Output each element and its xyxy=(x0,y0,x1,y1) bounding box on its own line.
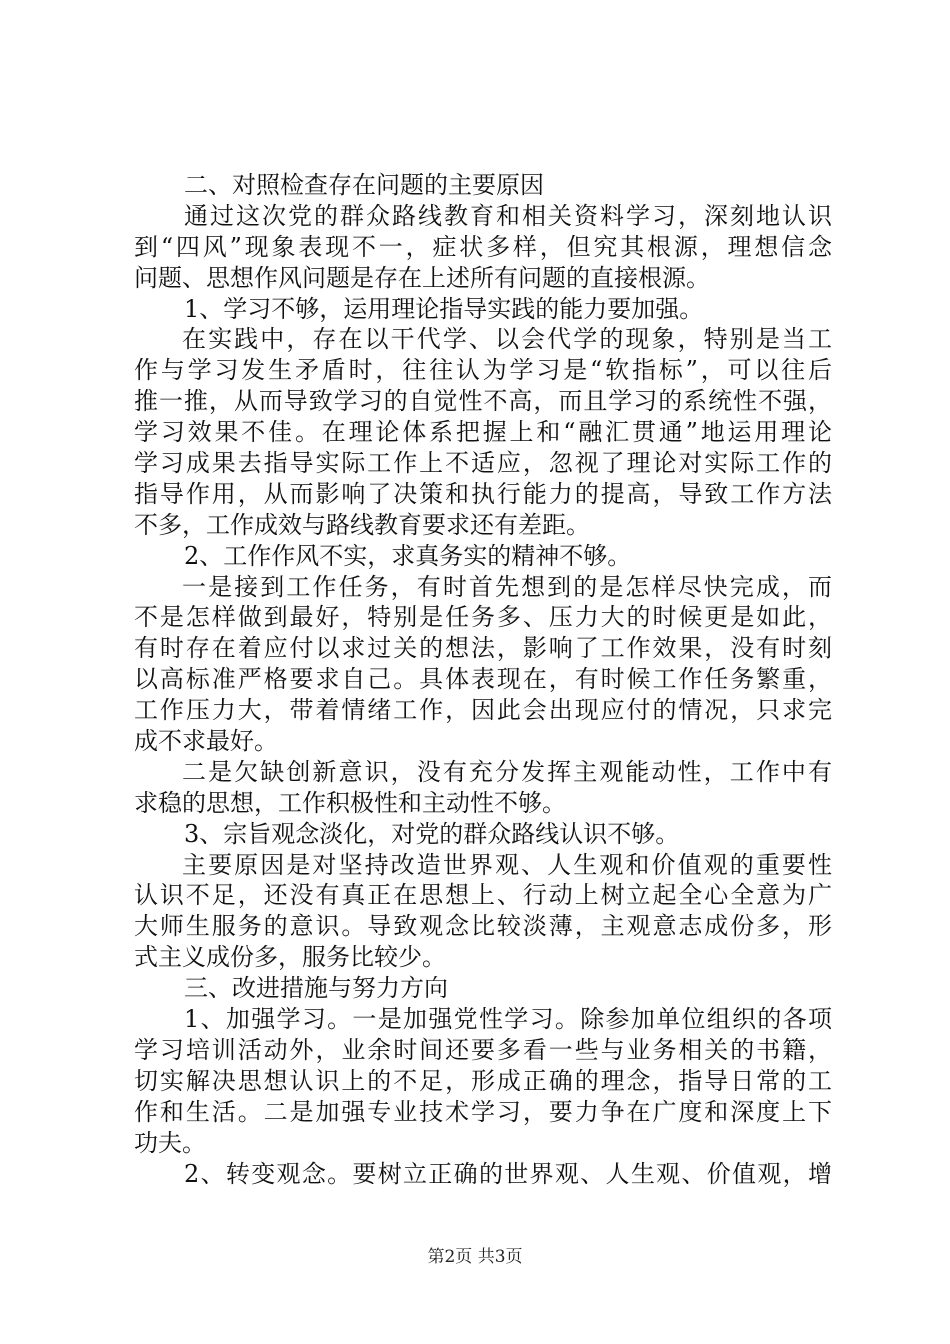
paragraph-line: 以高标准严格要求自己。具体表现在，有时候工作任务繁重， xyxy=(134,665,832,694)
paragraph-line: 式主义成份多，服务比较少。 xyxy=(134,943,446,972)
paragraph-line: 不多，工作成效与路线教育要求还有差距。 xyxy=(134,510,590,539)
paragraph-line: 有时存在着应付以求过关的想法，影响了工作效果，没有时刻 xyxy=(134,634,832,663)
paragraph-line: 大师生服务的意识。导致观念比较淡薄，主观意志成份多，形 xyxy=(134,912,832,941)
paragraph-line: 主要原因是对坚持改造世界观、人生观和价值观的重要性 xyxy=(182,850,832,879)
subheading-work-style: 2、工作作风不实，求真务实的精神不够。 xyxy=(184,541,632,570)
section-heading-reasons: 二、对照检查存在问题的主要原因 xyxy=(184,171,544,199)
paragraph-line: 学习成果去指导实际工作上不适应，忽视了理论对实际工作的 xyxy=(134,449,832,478)
paragraph-line: 求稳的思想，工作积极性和主动性不够。 xyxy=(134,788,566,817)
paragraph-line: 作与学习发生矛盾时，往往认为学习是“软指标”，可以往后 xyxy=(134,356,832,385)
paragraph-line: 成不求最好。 xyxy=(134,727,278,756)
document-body xyxy=(134,170,832,1189)
page-number-footer: 第2页 共3页 xyxy=(427,1247,523,1267)
paragraph-line: 1、加强学习。一是加强党性学习。除参加单位组织的各项 xyxy=(184,1005,832,1034)
subheading-study: 1、学习不够，运用理论指导实践的能力要加强。 xyxy=(184,294,704,323)
paragraph-line: 一是接到工作任务，有时首先想到的是怎样尽快完成，而 xyxy=(182,572,832,601)
paragraph-line: 指导作用，从而影响了决策和执行能力的提高，导致工作方法 xyxy=(134,479,832,508)
paragraph-line: 作和生活。二是加强专业技术学习，要力争在广度和深度上下 xyxy=(134,1097,832,1126)
paragraph-line: 到“四风”现象表现不一，症状多样，但究其根源，理想信念 xyxy=(134,232,832,261)
paragraph-line: 学习效果不佳。在理论体系把握上和“融汇贯通”地运用理论 xyxy=(134,418,832,447)
paragraph-line: 二是欠缺创新意识，没有充分发挥主观能动性，工作中有 xyxy=(182,757,832,786)
paragraph-line: 推一推，从而导致学习的自觉性不高，而且学习的系统性不强， xyxy=(134,387,832,416)
paragraph-line: 认识不足，还没有真正在思想上、行动上树立起全心全意为广 xyxy=(134,881,832,910)
paragraph-line: 功夫。 xyxy=(134,1128,206,1157)
paragraph-line: 问题、思想作风问题是存在上述所有问题的直接根源。 xyxy=(134,263,710,292)
paragraph-line: 通过这次党的群众路线教育和相关资料学习，深刻地认识 xyxy=(184,201,832,230)
section-heading-measures: 三、改进措施与努力方向 xyxy=(184,974,448,1003)
paragraph-line: 学习培训活动外，业余时间还要多看一些与业务相关的书籍， xyxy=(134,1035,832,1064)
paragraph-line: 2、转变观念。要树立正确的世界观、人生观、价值观，增 xyxy=(184,1159,832,1188)
paragraph-line: 在实践中，存在以干代学、以会代学的现象，特别是当工 xyxy=(182,325,832,354)
subheading-purpose: 3、宗旨观念淡化，对党的群众路线认识不够。 xyxy=(184,819,680,848)
paragraph-line: 工作压力大，带着情绪工作，因此会出现应付的情况，只求完 xyxy=(134,696,832,725)
paragraph-line: 切实解决思想认识上的不足，形成正确的理念，指导日常的工 xyxy=(134,1066,832,1095)
paragraph-line: 不是怎样做到最好，特别是任务多、压力大的时候更是如此， xyxy=(134,603,832,632)
